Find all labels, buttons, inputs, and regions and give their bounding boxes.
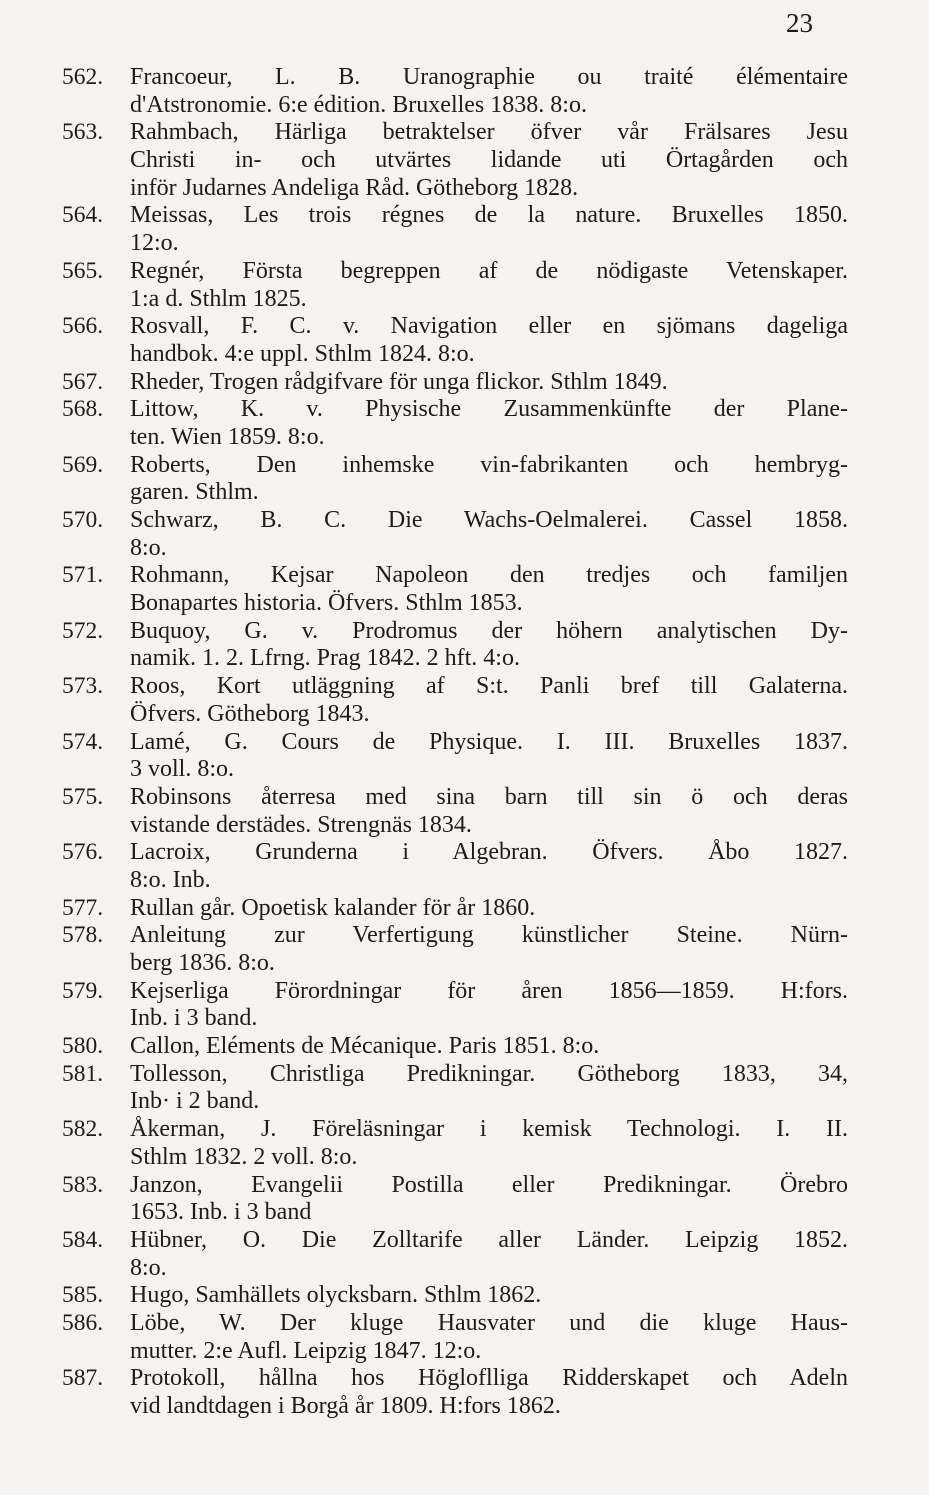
entry-text-line: Inb· i 2 band. — [130, 1088, 260, 1115]
catalog-entry — [62, 258, 848, 313]
catalog-entry — [62, 396, 848, 451]
entry-text-line: Tollesson, Christliga Predikningar. Götheborg 1833, 34, — [130, 1060, 848, 1087]
entry-text-line: Rullan går. Opoetisk kalander för år 1860. — [130, 894, 536, 921]
entry-text-line: Löbe, W. Der kluge Hausvater und die kluge Haus- — [130, 1309, 848, 1336]
entry-text-line: Anleitung zur Verfertigung künstlicher Steine. Nürn- — [130, 922, 848, 949]
entry-text-line: vistande derstädes. Strengnäs 1834. — [130, 811, 472, 838]
entry-text-line: Roberts, Den inhemske vin-fabrikanten och hembryg- — [130, 451, 848, 478]
entry-text-line: 8:o. — [130, 534, 167, 561]
entry-text-line: Hugo, Samhällets olycksbarn. Sthlm 1862. — [130, 1282, 542, 1309]
entry-text-line: 1653. Inb. i 3 band — [130, 1199, 312, 1226]
entry-text-line: Callon, Eléments de Mécanique. Paris 1851. 8:o. — [130, 1033, 600, 1060]
catalog-entry — [62, 202, 848, 257]
entry-text-line: Littow, K. v. Physische Zusammenkünfte der Plane- — [130, 396, 848, 423]
entry-text-line: Robinsons återresa med sina barn till sin ö och deras — [130, 783, 848, 810]
catalog-entry — [62, 562, 848, 617]
entry-text-line: Rheder, Trogen rådgifvare för unga flickor. Sthlm 1849. — [130, 368, 668, 395]
entry-number: 581. — [62, 1060, 104, 1087]
entry-text-line: ten. Wien 1859. 8:o. — [130, 423, 325, 450]
entry-number: 584. — [62, 1226, 104, 1253]
catalog-entry — [62, 1172, 848, 1227]
entry-number: 570. — [62, 507, 104, 533]
catalog-entries — [62, 64, 848, 1421]
entry-text-line: handbok. 4:e uppl. Sthlm 1824. 8:o. — [130, 340, 475, 367]
catalog-entry — [62, 64, 848, 119]
catalog-entry — [62, 313, 848, 368]
entry-number: 568. — [62, 396, 104, 423]
catalog-entry — [62, 1227, 848, 1282]
entry-number: 576. — [62, 839, 104, 866]
entry-text-line: mutter. 2:e Aufl. Leipzig 1847. 12:o. — [130, 1337, 482, 1364]
catalog-entry — [62, 673, 848, 728]
entry-number: 583. — [62, 1171, 104, 1198]
catalog-entry — [62, 1116, 848, 1171]
entry-number: 577. — [62, 894, 104, 921]
catalog-entry — [62, 784, 848, 839]
entry-text-line: Bonapartes historia. Öfvers. Sthlm 1853. — [130, 590, 523, 617]
catalog-entry — [62, 507, 848, 562]
entry-text-line: Schwarz, B. C. Die Wachs-Oelmalerei. Cassel 1858. — [130, 507, 848, 533]
entry-number: 571. — [62, 562, 104, 589]
page-number: 23 — [786, 8, 813, 38]
entry-number: 569. — [62, 451, 104, 478]
entry-text-line: Kejserliga Förordningar för åren 1856—1859. H:fors. — [130, 977, 848, 1004]
entry-text-line: Christi in- och utvärtes lidande uti Örtagården och — [130, 147, 848, 174]
entry-number: 563. — [62, 119, 104, 146]
entry-text-line: Janzon, Evangelii Postilla eller Predikningar. Örebro — [130, 1171, 848, 1198]
entry-text-line: 12:o. — [130, 230, 179, 257]
entry-text-line: garen. Sthlm. — [130, 479, 259, 506]
catalog-entry — [62, 1282, 848, 1310]
entry-text-line: Protokoll, hållna hos Högloflliga Ridderskapet och Adeln — [130, 1365, 848, 1392]
entry-text-line: 8:o. Inb. — [130, 866, 211, 893]
entry-number: 586. — [62, 1309, 104, 1336]
entry-text-line: Lamé, G. Cours de Physique. I. III. Bruxelles 1837. — [130, 728, 848, 755]
entry-number: 566. — [62, 313, 104, 340]
entry-text-line: Rosvall, F. C. v. Navigation eller en sjömans dageliga — [130, 313, 848, 340]
catalog-entry — [62, 1365, 848, 1420]
entry-text-line: Roos, Kort utläggning af S:t. Panli bref till Galaterna. — [130, 673, 848, 700]
catalog-entry — [62, 369, 848, 397]
entry-text-line: Åkerman, J. Föreläsningar i kemisk Technologi. I. II. — [130, 1116, 848, 1143]
entry-number: 564. — [62, 202, 104, 229]
catalog-entry — [62, 119, 848, 202]
entry-text-line: vid landtdagen i Borgå år 1809. H:fors 1862. — [130, 1393, 561, 1419]
entry-text-line: Hübner, O. Die Zolltarife aller Länder. Leipzig 1852. — [130, 1226, 848, 1253]
catalog-entry — [62, 1310, 848, 1365]
entry-number: 585. — [62, 1282, 104, 1309]
entry-text-line: Buquoy, G. v. Prodromus der höhern analytischen Dy- — [130, 617, 848, 644]
catalog-entry — [62, 452, 848, 507]
entry-text-line: 3 voll. 8:o. — [130, 756, 235, 783]
catalog-entry — [62, 618, 848, 673]
entry-number: 574. — [62, 728, 104, 755]
entry-number: 587. — [62, 1365, 104, 1392]
catalog-entry — [62, 729, 848, 784]
entry-number: 562. — [62, 64, 104, 90]
entry-number: 572. — [62, 617, 104, 644]
entry-number: 580. — [62, 1033, 104, 1060]
entry-text-line: berg 1836. 8:o. — [130, 950, 275, 976]
catalog-entry — [62, 1033, 848, 1061]
entry-text-line: 1:a d. Sthlm 1825. — [130, 285, 307, 312]
entry-text-line: Regnér, Första begreppen af de nödigaste Vetenskaper. — [130, 257, 848, 284]
catalog-entry — [62, 922, 848, 977]
catalog-entry — [62, 895, 848, 923]
entry-number: 565. — [62, 257, 104, 284]
entry-text-line: 8:o. — [130, 1254, 167, 1281]
entry-text-line: namik. 1. 2. Lfrng. Prag 1842. 2 hft. 4:o. — [130, 645, 520, 672]
catalog-entry — [62, 978, 848, 1033]
entry-text-line: Rahmbach, Härliga betraktelser öfver vår Frälsares Jesu — [130, 119, 848, 146]
entry-number: 578. — [62, 922, 104, 949]
entry-text-line: Inb. i 3 band. — [130, 1005, 258, 1032]
catalog-entry — [62, 1061, 848, 1116]
entry-text-line: Öfvers. Götheborg 1843. — [130, 700, 370, 727]
catalog-entry — [62, 839, 848, 894]
entry-text-line: Francoeur, L. B. Uranographie ou traité élémentaire — [130, 64, 848, 90]
entry-number: 579. — [62, 977, 104, 1004]
entry-number: 582. — [62, 1116, 104, 1143]
entry-text-line: Sthlm 1832. 2 voll. 8:o. — [130, 1143, 358, 1170]
entry-text-line: Lacroix, Grunderna i Algebran. Öfvers. Åbo 1827. — [130, 839, 848, 866]
entry-text-line: Meissas, Les trois régnes de la nature. Bruxelles 1850. — [130, 202, 848, 229]
entry-number: 573. — [62, 673, 104, 700]
entry-number: 575. — [62, 783, 104, 810]
entry-number: 567. — [62, 368, 104, 395]
entry-text-line: inför Judarnes Andeliga Råd. Götheborg 1828. — [130, 174, 579, 201]
entry-text-line: Rohmann, Kejsar Napoleon den tredjes och familjen — [130, 562, 848, 589]
entry-text-line: d'Atstronomie. 6:e édition. Bruxelles 1838. 8:o. — [130, 91, 587, 118]
